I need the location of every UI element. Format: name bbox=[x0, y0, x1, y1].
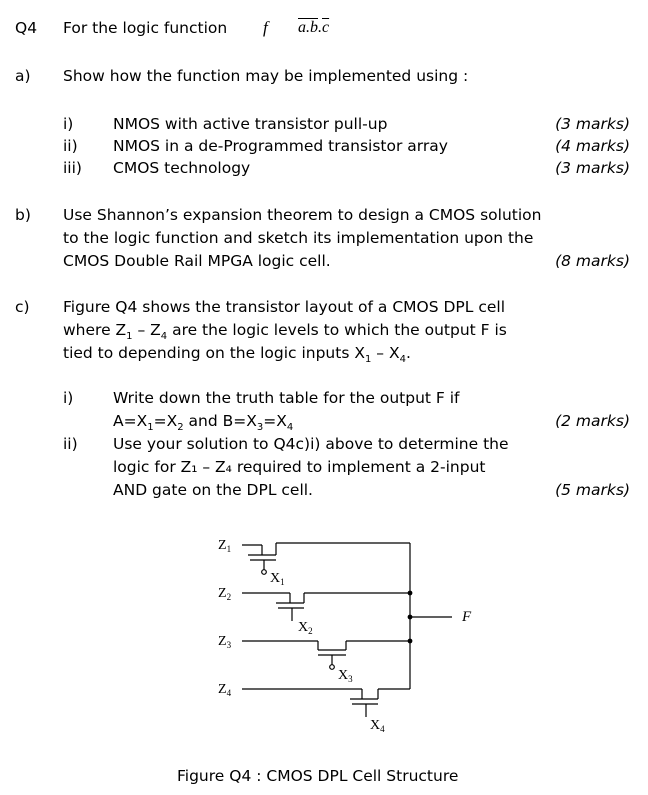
z4-label: $Z_4$ bbox=[218, 682, 232, 698]
part-c-ii-line-3: AND gate on the DPL cell. bbox=[113, 481, 313, 499]
part-a-item-1-num: i) bbox=[63, 115, 74, 133]
ci-s3: 3 bbox=[256, 422, 264, 434]
part-a-item-2-text: NMOS in a de-Programmed transistor array bbox=[113, 137, 448, 155]
schematic-wires bbox=[242, 543, 452, 717]
part-b-label: b) bbox=[15, 206, 31, 224]
ci-s2: 2 bbox=[177, 422, 184, 434]
transistor-1-bubble bbox=[262, 570, 267, 575]
x1-label: $X_1$ bbox=[270, 571, 285, 587]
part-a-item-3-marks: (3 marks) bbox=[555, 159, 630, 177]
part-c-ii-marks: (5 marks) bbox=[555, 481, 630, 499]
x4-label: $X_4$ bbox=[370, 718, 385, 734]
part-a-item-3-num: iii) bbox=[63, 159, 82, 177]
c2-sub2: 4 bbox=[160, 331, 168, 343]
c3-pre: tied to depending on the logic inputs X bbox=[63, 344, 365, 362]
z1-label: $Z_1$ bbox=[218, 538, 232, 554]
expr-b: $\overline{b}$ bbox=[310, 19, 318, 36]
c3-mid: – X bbox=[371, 344, 400, 362]
part-c-i-num: i) bbox=[63, 389, 74, 407]
part-c-ii-num: ii) bbox=[63, 435, 78, 453]
ci-d: =X bbox=[263, 412, 287, 430]
c3-sub2: 4 bbox=[399, 354, 406, 366]
c3-post: . bbox=[405, 344, 411, 362]
function-expression bbox=[298, 18, 329, 38]
expr-dot1: . bbox=[306, 19, 310, 36]
part-a-label: a) bbox=[15, 67, 31, 85]
c2-sub1: 1 bbox=[126, 331, 133, 343]
part-b-marks: (8 marks) bbox=[555, 252, 630, 270]
part-b-line-2: to the logic function and sketch its implementation upon the bbox=[63, 229, 534, 247]
part-a-item-2-marks: (4 marks) bbox=[555, 137, 630, 155]
question-intro: For the logic function bbox=[63, 19, 228, 37]
c3-sub1: 1 bbox=[364, 354, 372, 366]
part-c-line-1: Figure Q4 shows the transistor layout of a CMOS DPL cell bbox=[63, 298, 506, 316]
figure-caption: Figure Q4 : CMOS DPL Cell Structure bbox=[177, 767, 459, 785]
part-a-text: Show how the function may be implemented using : bbox=[63, 67, 469, 85]
part-b-line-3: CMOS Double Rail MPGA logic cell. bbox=[63, 252, 331, 270]
part-a-item-1-text: NMOS with active transistor pull-up bbox=[113, 115, 388, 133]
expr-c: $\overline{c}$ bbox=[322, 19, 330, 36]
c2-pre: where Z bbox=[63, 321, 127, 339]
part-c-i-line-1: Write down the truth table for the output F if bbox=[113, 389, 460, 407]
part-c-line-2 bbox=[63, 320, 507, 343]
expr-a: $\overline{a}$ bbox=[298, 19, 306, 36]
part-b-line-1: Use Shannon’s expansion theorem to design a CMOS solution bbox=[63, 206, 542, 224]
part-c-ii-line-2: logic for Z₁ – Z₄ required to implement a 2-input bbox=[113, 458, 486, 476]
transistor-3-bubble bbox=[330, 665, 335, 670]
c2-post: are the logic levels to which the output F is bbox=[167, 321, 507, 339]
part-c-label: c) bbox=[15, 298, 30, 316]
part-c-ii-line-1: Use your solution to Q4c)i) above to determine the bbox=[113, 435, 509, 453]
ci-s1: 1 bbox=[147, 422, 154, 434]
part-c-line-3 bbox=[63, 343, 411, 366]
dpl-cell-diagram bbox=[0, 525, 648, 750]
c2-mid: – Z bbox=[132, 321, 161, 339]
part-a-item-3-text: CMOS technology bbox=[113, 159, 251, 177]
part-a-item-1-marks: (3 marks) bbox=[555, 115, 630, 133]
output-f-label: F bbox=[462, 609, 472, 625]
part-a-item-2-num: ii) bbox=[63, 137, 78, 155]
expr-dot2: . bbox=[318, 19, 322, 36]
question-number: Q4 bbox=[15, 19, 38, 37]
ci-s4: 4 bbox=[286, 422, 294, 434]
ci-a: A=X bbox=[113, 412, 148, 430]
x3-label: $X_3$ bbox=[338, 668, 353, 684]
z3-label: $Z_3$ bbox=[218, 634, 232, 650]
part-c-i-line-2 bbox=[113, 411, 294, 434]
ci-b: =X bbox=[153, 412, 178, 430]
part-c-i-marks: (2 marks) bbox=[555, 412, 630, 430]
z2-label: $Z_2$ bbox=[218, 586, 232, 602]
ci-c: and B=X bbox=[183, 412, 257, 430]
x2-label: $X_2$ bbox=[298, 620, 313, 636]
function-symbol: f bbox=[263, 18, 268, 37]
